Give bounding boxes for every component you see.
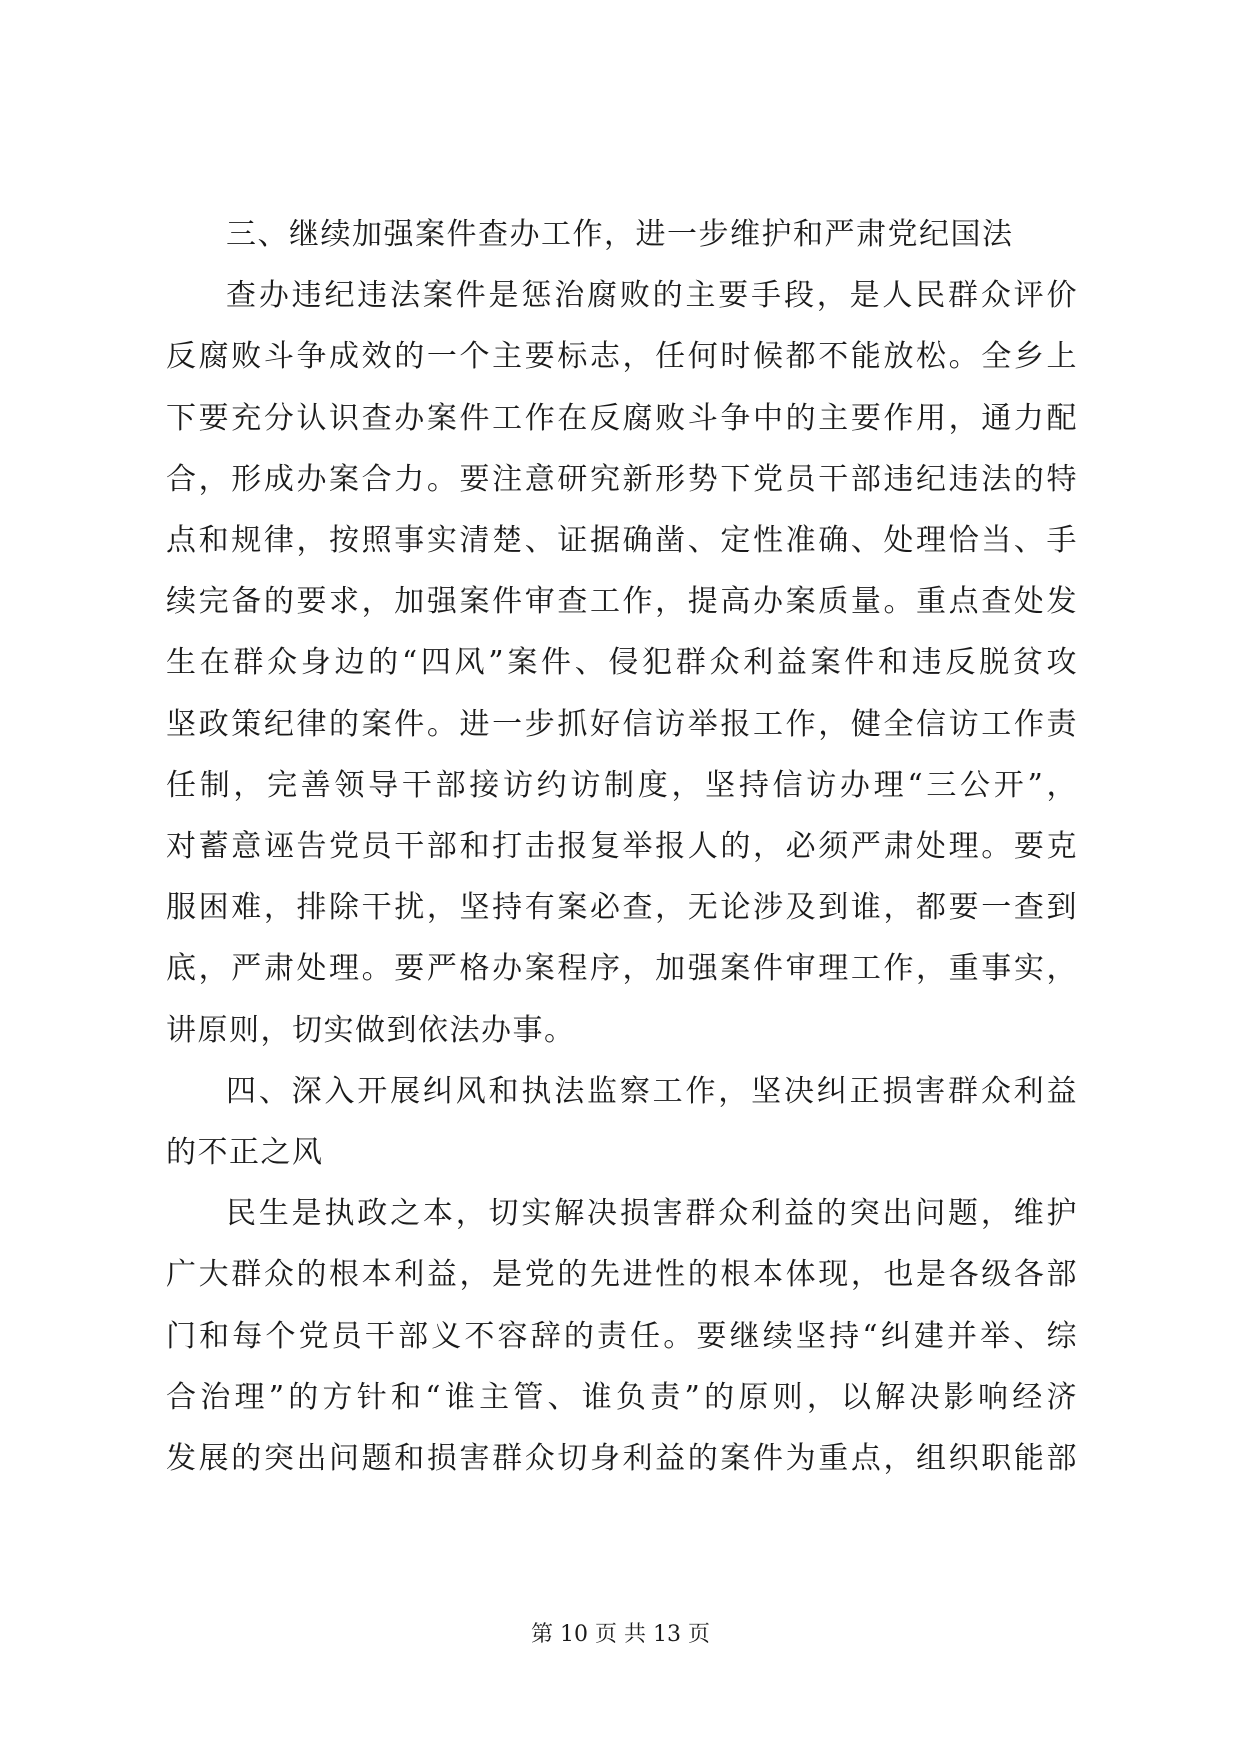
section-heading-4 xyxy=(166,1061,1078,1183)
text-line: 合，形成办案合力。要注意研究新形势下党员干部违纪违法的特 xyxy=(166,461,1078,497)
text-line: 合治理”的方针和“谁主管、谁负责”的原则，以解决影响经济 xyxy=(166,1379,1078,1415)
text-line: 广大群众的根本利益，是党的先进性的根本体现，也是各级各部 xyxy=(166,1257,1078,1293)
text-line: 对蓄意诬告党员干部和打击报复举报人的，必须严肃处理。要克 xyxy=(166,829,1078,865)
body-paragraph xyxy=(166,265,1078,1061)
document-body xyxy=(166,204,1078,1489)
text-line: 下要充分认识查办案件工作在反腐败斗争中的主要作用，通力配 xyxy=(166,400,1078,436)
page-number-footer: 第 10 页 共 13 页 xyxy=(531,1622,710,1647)
text-line: 底，严肃处理。要严格办案程序，加强案件审理工作，重事实， xyxy=(166,951,1078,987)
text-line: 民生是执政之本，切实解决损害群众利益的突出问题，维护 xyxy=(226,1196,1078,1232)
text-line: 三、继续加强案件查办工作，进一步维护和严肃党纪国法 xyxy=(226,217,1014,252)
text-line: 门和每个党员干部义不容辞的责任。要继续坚持“纠建并举、综 xyxy=(166,1318,1078,1354)
body-paragraph xyxy=(166,1183,1078,1489)
text-line: 四、深入开展纠风和执法监察工作，坚决纠正损害群众利益 xyxy=(226,1073,1078,1109)
text-line: 生在群众身边的“四风”案件、侵犯群众利益案件和违反脱贫攻 xyxy=(166,645,1078,681)
text-line: 服困难，排除干扰，坚持有案必查，无论涉及到谁，都要一查到 xyxy=(166,890,1078,926)
text-line: 任制，完善领导干部接访约访制度，坚持信访办理“三公开”， xyxy=(166,767,1078,803)
section-heading-3 xyxy=(166,204,1078,265)
text-line: 的不正之风 xyxy=(166,1135,324,1171)
text-line: 反腐败斗争成效的一个主要标志，任何时候都不能放松。全乡上 xyxy=(166,339,1078,375)
text-line: 坚政策纪律的案件。进一步抓好信访举报工作，健全信访工作责 xyxy=(166,706,1078,742)
text-line: 点和规律，按照事实清楚、证据确凿、定性准确、处理恰当、手 xyxy=(166,523,1078,559)
text-line: 发展的突出问题和损害群众切身利益的案件为重点，组织职能部 xyxy=(166,1441,1078,1477)
text-line: 续完备的要求，加强案件审查工作，提高办案质量。重点查处发 xyxy=(166,584,1078,620)
text-line: 讲原则，切实做到依法办事。 xyxy=(166,1012,576,1048)
text-line: 查办违纪违法案件是惩治腐败的主要手段，是人民群众评价 xyxy=(226,278,1078,314)
